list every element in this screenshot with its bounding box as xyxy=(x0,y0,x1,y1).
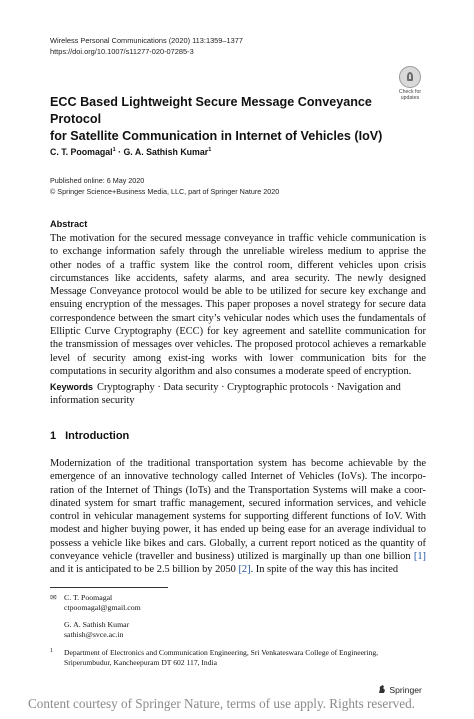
paper-title xyxy=(50,94,390,145)
corresponding-authors xyxy=(50,593,141,641)
journal-header xyxy=(50,35,243,57)
affiliation-text: Department of Electronics and Communication Engineering, Sri Venkateswara College of Engineering, Sriperumbudur, Kancheepuram DT 602 117, India xyxy=(64,648,379,668)
publication-info xyxy=(50,176,279,197)
citation-link[interactable]: [1] xyxy=(413,551,426,563)
envelope-icon: ✉ xyxy=(50,593,57,602)
check-for-updates-badge[interactable] xyxy=(393,66,427,106)
keywords-list: Cryptography · Data security · Cryptographic protocols · Navigation and information security xyxy=(50,382,401,407)
intro-text-part: Modernization of the traditional transportation system has become achievable by the emergence of an innovative technology called Internet of Vehicles (IoVs). The incorpo-ration of the Internet of Things (IoTs) and the Transportation Systems will make a coor-dinated system for smart traffic management, secured information services, and vehicle control in vehicular management systems for supporting different functions of IoV. With modest and higher buying power, it has ended up being ease for an average individual to possess a vehicle like bikes and cars. Globally, a current report noticed as the quantity of conveyance vehicle (traveller and business) utilized is marginally up than one billion xyxy=(50,458,426,563)
author-name[interactable]: G. A. Sathish Kumar xyxy=(123,147,209,157)
updates-label: Check for updates xyxy=(398,89,422,101)
affiliation-mark: 1 xyxy=(208,147,212,154)
author-list xyxy=(50,147,211,157)
doi-link[interactable]: https://doi.org/10.1007/s11277-020-07285-3 xyxy=(50,47,194,56)
contact-email[interactable]: sathish@svce.ac.in xyxy=(64,630,124,640)
author-separator: · xyxy=(115,147,124,157)
intro-text-part: and it is anticipated to be 2.5 billion by 2050 xyxy=(50,564,239,576)
affiliation-footnote xyxy=(50,648,426,669)
author-name[interactable]: C. T. Poomagal xyxy=(50,147,113,157)
abstract-text: The motivation for the secured message conveyance in traffic vehicle communication is to exchange information safely through the unreliable wireless medium to apprise the other nodes of a traffic system like the control room, different vehicles upon crisis circumstances like accidents, safety alarms, and area security. The newly designed Message Conveyance protocol would be able to be utilized for secure key exchange and ensuing encryption of the messages. This paper proposes a novel strategy for secure data correspondence between the smart city’s vehicular nodes which uses the fundamentals of Elliptic Curve Cryptography (ECC) for key agreement and satellite communication for the transmission of messages over vehicles. The proposed protocol achieves a remarkable level of security among exist-ing works with lower communication bits for the computations in security algorithm and also consumes a moderate speed of encryption. xyxy=(50,233,426,377)
section-number: 1 xyxy=(50,430,57,442)
section-title: Introduction xyxy=(65,430,130,442)
contact-name: C. T. Poomagal xyxy=(64,593,113,602)
journal-citation: Wireless Personal Communications (2020) 113:1359–1377 xyxy=(50,36,243,45)
citation-link[interactable]: [2] xyxy=(238,564,251,576)
publisher-logo xyxy=(377,684,422,695)
affiliation-mark: 1 xyxy=(112,147,116,154)
publisher-name: Springer xyxy=(389,685,422,695)
abstract-heading: Abstract xyxy=(50,219,88,229)
contact-name: G. A. Sathish Kumar xyxy=(64,619,130,629)
check-for-updates-icon xyxy=(399,66,421,88)
contact-email[interactable]: ctpoomagal@gmail.com xyxy=(64,603,141,613)
title-line-1: ECC Based Lightweight Secure Message Conveyance Protocol xyxy=(50,95,372,126)
copyright-notice: © Springer Science+Business Media, LLC, part of Springer Nature 2020 xyxy=(50,186,280,196)
title-line-2: for Satellite Communication in Internet of Vehicles (IoV) xyxy=(50,129,383,143)
published-date: Published online: 6 May 2020 xyxy=(50,176,145,185)
intro-text-part: . In spite of the way this has incited xyxy=(250,564,399,576)
keywords-label: Keywords xyxy=(50,382,94,392)
keywords xyxy=(50,381,426,408)
section-heading xyxy=(50,430,129,442)
introduction-text xyxy=(50,457,426,577)
affiliation-number: 1 xyxy=(50,648,53,654)
footnote-divider xyxy=(50,587,168,588)
courtesy-notice: Content courtesy of Springer Nature, terms of use apply. Rights reserved. xyxy=(28,696,415,711)
springer-horse-icon xyxy=(377,684,387,694)
